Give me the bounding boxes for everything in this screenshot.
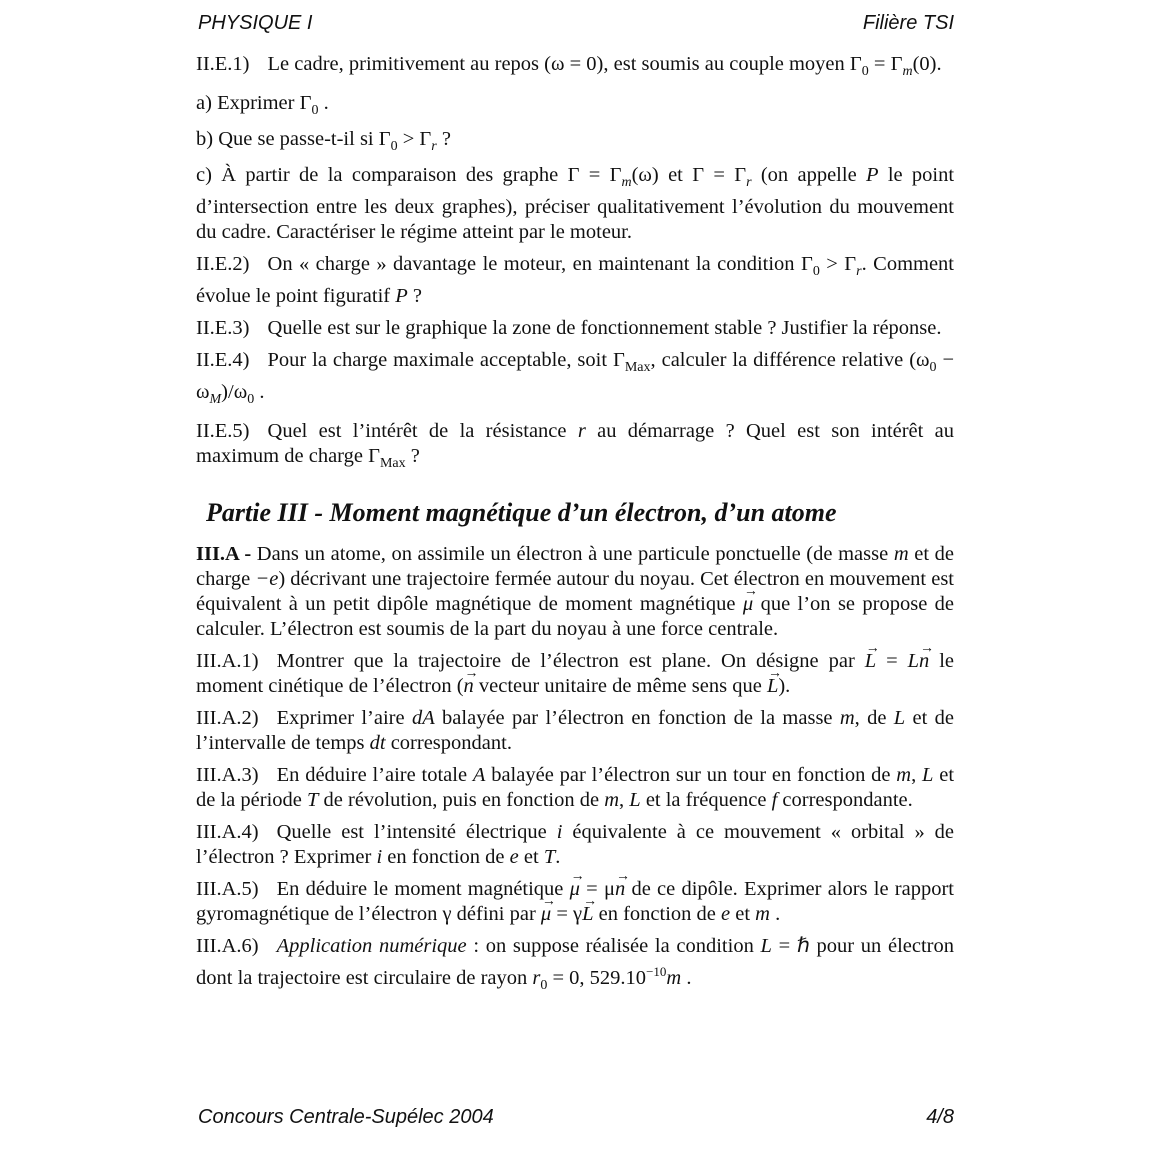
math-equation: L = ℏ <box>760 935 810 957</box>
math-condition: (ω = 0) <box>544 53 604 75</box>
math-symbol: $\Gamma_0$ <box>299 92 319 118</box>
question-number: III.A - <box>196 543 252 565</box>
text: Montrer que la trajectoire de l’électron est plane. On désigne par <box>276 650 855 672</box>
text: Quelle est sur le graphique la zone de fonctionnement stable ? Justifier la réponse. <box>267 317 942 339</box>
text: Pour la charge maximale acceptable, soit <box>267 349 608 371</box>
question-number: III.A.4) <box>196 821 259 843</box>
question-IIE1: II.E.1) Le cadre, primitivement au repos (ω = 0), est soumis au couple moyen $\Gamma_0 = \Gamma_m(0)$. <box>196 53 942 79</box>
math-equation: → μ = μ→ n <box>570 878 626 900</box>
item-label: b) <box>196 128 214 150</box>
math-symbol: −e <box>255 568 279 590</box>
text-emphasis: Application numérique <box>276 935 467 957</box>
question-number: II.E.1) <box>196 53 250 75</box>
math-equation: $\Gamma = \Gamma_m(\omega)$ <box>567 164 659 190</box>
math-symbol: P <box>395 285 408 307</box>
math-symbol: A <box>472 764 486 786</box>
math-symbol: γ <box>442 903 452 925</box>
header-right: Filière TSI <box>862 12 954 34</box>
question-number: III.A.2) <box>196 707 259 729</box>
math-symbol: T <box>543 846 556 868</box>
question-IIIA <box>196 542 954 642</box>
math-symbol: e <box>721 903 731 925</box>
math-symbol: r <box>577 420 586 442</box>
text: balayée par l’électron en fonction de la masse <box>442 707 833 729</box>
text: , de <box>854 707 887 729</box>
math-symbol: dA <box>411 707 435 729</box>
question-IIIA5 <box>196 877 954 927</box>
math-symbol: T <box>307 789 319 811</box>
text: Quel est l’intérêt de la résistance <box>267 420 567 442</box>
header-left: PHYSIQUE I <box>198 12 313 34</box>
text: ? <box>412 285 423 307</box>
question-number: III.A.6) <box>196 935 259 957</box>
text: et <box>523 846 539 868</box>
text: (on appelle <box>760 164 857 186</box>
item-label: a) <box>196 92 212 114</box>
text: , <box>619 789 625 811</box>
question-IIE1a: a) Exprimer $\Gamma_0$ . <box>196 92 329 118</box>
math-symbol: L <box>893 707 906 729</box>
math-expression: $(\omega_0 - \omega_M)/\omega_0$ <box>196 349 955 407</box>
page-number: 4/8 <box>926 1106 954 1128</box>
math-symbol: m <box>893 543 909 565</box>
text: . <box>686 967 692 989</box>
math-symbol: i <box>376 846 383 868</box>
text: . <box>775 903 781 925</box>
text: en fonction de <box>387 846 505 868</box>
question-number: III.A.5) <box>196 878 259 900</box>
math-equation: $\Gamma_0 = \Gamma_m(0)$ <box>849 53 937 79</box>
text: On « charge » davantage le moteur, en maintenant la condition <box>267 253 795 275</box>
math-symbol: m <box>896 764 912 786</box>
document-page <box>196 0 956 1152</box>
text: En déduire l’aire totale <box>276 764 468 786</box>
math-equation: → μ = γ→ L <box>541 903 594 925</box>
question-IIE4: II.E.4) Pour la charge maximale acceptable, soit $\Gamma_{Max}$, calculer la différence relative $(\omega_0 - \omega_M)/\omega_0$ . <box>196 349 955 407</box>
math-symbol: m <box>604 789 620 811</box>
text: Exprimer <box>217 92 295 114</box>
text: de révolution, puis en fonction de <box>323 789 600 811</box>
text: et <box>735 903 751 925</box>
footer-left: Concours Centrale-Supélec 2004 <box>198 1106 494 1128</box>
question-IIE1c <box>196 163 954 245</box>
text: que l’on se propose de calculer. L’électron est soumis de la part du noyau à une force centrale. <box>196 593 955 640</box>
text: , <box>911 764 917 786</box>
math-symbol: P <box>865 164 879 186</box>
math-equation: $r_0 = 0$, $529.10^{-10}m$ <box>532 964 682 993</box>
text: en fonction de <box>598 903 716 925</box>
question-number: III.A.1) <box>196 650 259 672</box>
math-vector-n: → n <box>464 674 474 699</box>
math-inequality: $\Gamma_0 > \Gamma_r$ <box>378 128 437 154</box>
math-symbol: m <box>755 903 770 925</box>
text: et de la période <box>196 764 955 811</box>
item-label: c) <box>196 164 212 186</box>
question-number: II.E.2) <box>196 253 250 275</box>
page-content <box>196 52 954 1005</box>
question-IIIA2 <box>196 706 954 756</box>
question-number: II.E.3) <box>196 317 250 339</box>
text: Le cadre, primitivement au repos <box>267 53 540 75</box>
text: À partir de la comparaison des graphe <box>221 164 559 186</box>
math-symbol: f <box>771 789 778 811</box>
text: ? <box>441 128 451 150</box>
math-symbol: m <box>839 707 855 729</box>
text: et la fréquence <box>645 789 767 811</box>
math-vector-L: → L <box>767 674 778 699</box>
text: et de charge <box>196 543 954 590</box>
math-equation: → L = L→ n <box>865 650 930 672</box>
text: Quelle est l’intensité électrique <box>276 821 547 843</box>
text: correspondant. <box>390 732 512 754</box>
question-IIE3 <box>196 316 954 341</box>
text: Que se passe-t-il si <box>218 128 374 150</box>
text: vecteur unitaire de même sens que <box>478 675 762 697</box>
text: le moment cinétique de l’électron ( <box>196 650 955 697</box>
text: Comment évolue le point figuratif <box>196 253 954 307</box>
text: défini par <box>456 903 536 925</box>
text: au démarrage ? Quel est son intérêt au maximum de charge <box>196 420 955 467</box>
text: En déduire le moment magnétique <box>276 878 564 900</box>
question-IIE2: II.E.2) On « charge » davantage le moteur, en maintenant la condition $\Gamma_0 > \Gamma_r$. Comment évolue le point figuratif P ? <box>196 253 954 307</box>
question-IIIA1 <box>196 649 954 699</box>
text: , calculer la différence relative <box>650 349 904 371</box>
math-vector-mu: → μ <box>743 592 753 617</box>
text: : on suppose réalisée la condition <box>473 935 754 957</box>
text: ? <box>410 445 420 467</box>
question-IIE5 <box>196 419 954 476</box>
question-number: II.E.5) <box>196 420 250 442</box>
math-symbol: L <box>922 764 934 786</box>
text: balayée par l’électron sur un tour en fonction de <box>491 764 891 786</box>
math-symbol: $\Gamma_{Max}$ <box>368 445 406 471</box>
math-symbol: dt <box>369 732 386 754</box>
question-IIIA6 <box>196 934 954 998</box>
math-equation: $\Gamma = \Gamma_r$ <box>692 164 752 190</box>
math-symbol: e <box>509 846 519 868</box>
math-symbol: i <box>556 821 563 843</box>
text: et <box>668 164 683 186</box>
math-symbol: L <box>629 789 641 811</box>
text: le point d’intersection entre les deux graphes), préciser qualitativement l’évolution du mouvement du cadre. Caractériser le régime atteint par le moteur. <box>196 164 955 243</box>
running-header <box>196 12 956 38</box>
text: , est soumis au couple moyen <box>603 53 845 75</box>
text: correspondante. <box>782 789 913 811</box>
math-inequality: $\Gamma_0 > \Gamma_r$ <box>800 253 862 279</box>
text: ) décrivant une trajectoire fermée autour du noyau. Cet électron en mouvement est équivalent à un petit dipôle magnétique de moment magnétique <box>196 568 955 615</box>
question-IIIA3 <box>196 763 954 813</box>
question-IIIA4 <box>196 820 954 870</box>
question-IIE1b <box>196 127 954 159</box>
text: équivalente à ce mouvement « orbital » de l’électron ? Exprimer <box>196 821 955 868</box>
section-heading: Partie III - Moment magnétique d’un électron, d’un atome <box>206 498 837 527</box>
text: pour un électron dont la trajectoire est circulaire de rayon <box>196 935 954 989</box>
running-footer <box>196 1106 956 1132</box>
text: et de l’intervalle de temps <box>196 707 954 754</box>
question-number: II.E.4) <box>196 349 250 371</box>
text: . <box>555 846 561 868</box>
text: ). <box>778 675 791 697</box>
text: Dans un atome, on assimile un électron à une particule ponctuelle (de masse <box>256 543 889 565</box>
question-number: III.A.3) <box>196 764 259 786</box>
text: de ce dipôle. Exprimer alors le rapport gyromagnétique de l’électron <box>196 878 954 925</box>
text: Exprimer l’aire <box>276 707 405 729</box>
math-symbol: $\Gamma_{Max}$ <box>613 349 651 375</box>
